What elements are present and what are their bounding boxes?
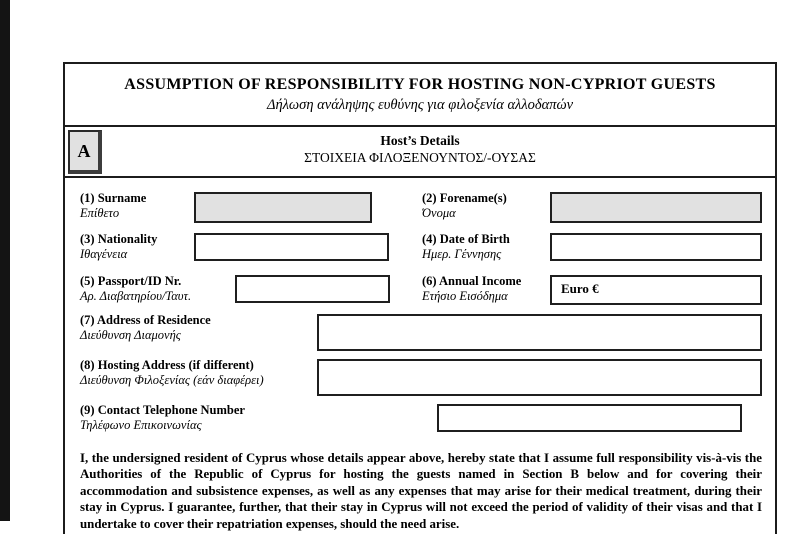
telephone-input[interactable] — [437, 404, 742, 432]
declaration-paragraph: I, the undersigned resident of Cyprus whose details appear above, hereby state that I assume full responsibility vis-à-vis the Authorities of the Republic of Cyprus for hosting the guests named in Section B below and for covering their accommodation and subsistence expenses, as well as any expenses that may arise for their medical treatment, during their stay in Cyprus. I guarantee, further, that their stay in Cyprus will not exceed the period of validity of their visas and that I undertake to cover their repatriation expenses, should the need arise. — [80, 451, 762, 531]
form-title-block — [65, 64, 775, 127]
section-a-titles — [65, 127, 775, 166]
field-row-5 — [80, 358, 762, 396]
field-row-2 — [80, 232, 762, 262]
annual-income-currency-prefix: Euro € — [561, 281, 599, 296]
annual-income-label-el: Ετήσιο Εισόδημα — [422, 289, 508, 303]
nationality-label-en: (3) Nationality — [80, 232, 158, 246]
nationality-input[interactable] — [194, 233, 389, 261]
host-details-fields — [65, 178, 775, 433]
surname-label-en: (1) Surname — [80, 191, 147, 205]
forename-label-en: (2) Forename(s) — [422, 191, 507, 205]
hosting-address-label-el: Διεύθυνση Φιλοξενίας (εάν διαφέρει) — [80, 373, 264, 387]
date-of-birth-label-en: (4) Date of Birth — [422, 232, 510, 246]
residence-address-input[interactable] — [317, 314, 762, 351]
telephone-label — [80, 403, 437, 433]
surname-label-el: Επίθετο — [80, 206, 120, 220]
section-letter: A — [77, 140, 91, 161]
residence-address-label-en: (7) Address of Residence — [80, 313, 211, 327]
hosting-address-input[interactable] — [317, 359, 762, 396]
annual-income-input[interactable] — [550, 275, 762, 305]
passport-label-en: (5) Passport/ID Nr. — [80, 274, 182, 288]
section-letter-box — [68, 130, 102, 174]
section-a-title-greek: ΣΤΟΙΧΕΙΑ ΦΙΛΟΞΕΝΟΥΝΤΟΣ/-ΟΥΣΑΣ — [304, 150, 536, 165]
forename-label — [422, 191, 550, 221]
date-of-birth-input[interactable] — [550, 233, 762, 261]
passport-label-el: Αρ. Διαβατηρίου/Ταυτ. — [80, 289, 192, 303]
annual-income-label — [422, 274, 550, 304]
form-title: ASSUMPTION OF RESPONSIBILITY FOR HOSTING NON-CYPRIOT GUESTS — [124, 76, 716, 93]
hosting-address-label-en: (8) Hosting Address (if different) — [80, 358, 254, 372]
passport-label — [80, 274, 235, 304]
hosting-address-label — [80, 358, 317, 388]
passport-input[interactable] — [235, 275, 390, 303]
date-of-birth-label-el: Ημερ. Γέννησης — [422, 247, 502, 261]
section-a-title: Host’s Details — [380, 133, 460, 148]
surname-input[interactable] — [194, 192, 372, 223]
annual-income-label-en: (6) Annual Income — [422, 274, 522, 288]
field-row-3 — [80, 274, 762, 305]
residence-address-label-el: Διεύθυνση Διαμονής — [80, 328, 181, 342]
field-row-6 — [80, 403, 762, 433]
form-document — [63, 62, 777, 534]
telephone-label-el: Τηλέφωνο Επικοινωνίας — [80, 418, 202, 432]
field-row-1 — [80, 191, 762, 223]
date-of-birth-label — [422, 232, 550, 262]
form-title-greek: Δήλωση ανάληψης ευθύνης για φιλοξενία αλλοδαπών — [266, 97, 574, 113]
residence-address-label — [80, 313, 317, 343]
field-row-4 — [80, 313, 762, 351]
telephone-label-en: (9) Contact Telephone Number — [80, 403, 245, 417]
nationality-label-el: Ιθαγένεια — [80, 247, 128, 261]
forename-label-el: Όνομα — [422, 206, 456, 220]
nationality-label — [80, 232, 194, 262]
section-a-header — [65, 127, 775, 178]
forename-input[interactable] — [550, 192, 762, 223]
surname-label — [80, 191, 194, 221]
screen-edge-strip — [0, 0, 10, 521]
